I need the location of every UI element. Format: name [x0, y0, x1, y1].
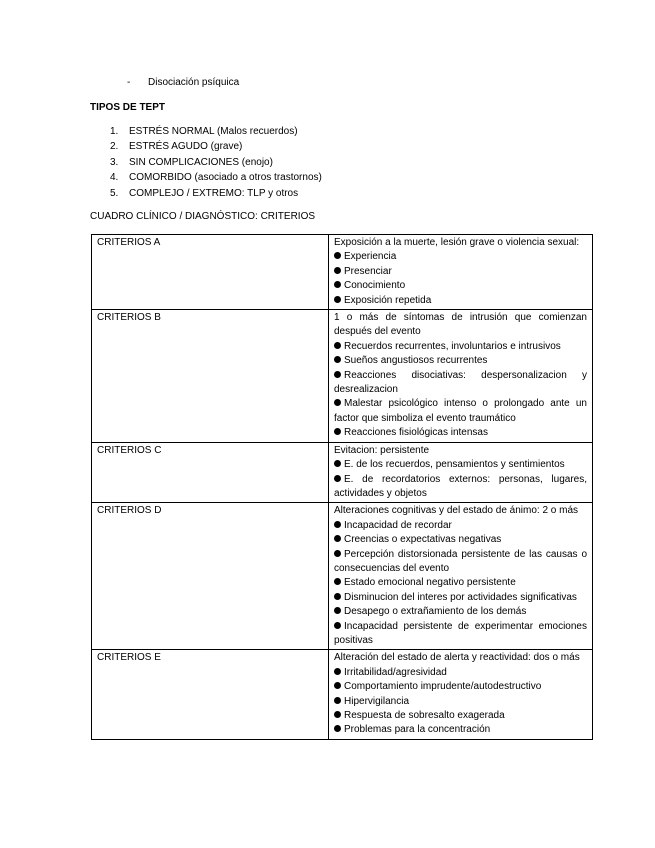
criteria-description [329, 503, 593, 650]
criteria-item: Reacciones disociativas: despersonalizacion y desrealizacion [334, 369, 587, 398]
list-text: COMORBIDO (asociado a otros trastornos) [129, 172, 322, 184]
dissociation-text: Disociación psíquica [148, 77, 240, 88]
criteria-item: Respuesta de sobresalto exagerada [334, 709, 587, 723]
criteria-description [329, 310, 593, 443]
list-number: 4. [110, 172, 119, 184]
list-item [110, 170, 322, 185]
dissociation-bullet [127, 76, 239, 90]
criteria-intro: Alteración del estado de alerta y reactividad: dos o más [334, 652, 580, 664]
criteria-item: Estado emocional negativo persistente [334, 576, 587, 590]
list-number: 1. [110, 126, 119, 137]
list-number: 3. [110, 156, 119, 168]
criteria-item: Comportamiento imprudente/autodestructivo [334, 680, 587, 694]
criteria-item: Conocimiento [334, 279, 587, 293]
criteria-description [329, 650, 593, 739]
criteria-intro: Evitacion: persistente [334, 444, 430, 456]
criteria-item: Percepción distorsionada persistente de las causas o consecuencias del evento [334, 548, 587, 577]
list-number: 2. [110, 141, 119, 153]
criteria-item: Hipervigilancia [334, 695, 587, 709]
criteria-intro: Alteraciones cognitivas y del estado de ánimo: 2 o más [334, 505, 579, 517]
types-heading: TIPOS DE TEPT [90, 102, 166, 113]
criteria-item: Exposición repetida [334, 294, 587, 308]
criteria-item: Incapacidad de recordar [334, 519, 587, 533]
criteria-section-title: CUADRO CLÍNICO / DIAGNÓSTICO: CRITERIOS [90, 211, 316, 222]
criteria-item: Irritabilidad/agresividad [334, 666, 587, 680]
criteria-name: CRITERIOS C [92, 442, 329, 503]
dash-marker: - [127, 77, 131, 88]
table-row [92, 650, 593, 739]
criteria-name: CRITERIOS E [92, 650, 329, 739]
criteria-name: CRITERIOS A [92, 235, 329, 310]
criteria-item: Presenciar [334, 265, 587, 279]
list-text: COMPLEJO / EXTREMO: TLP y otros [129, 187, 299, 199]
table-row [92, 442, 593, 503]
criteria-item: Sueños angustiosos recurrentes [334, 354, 587, 368]
criteria-item: Incapacidad persistente de experimentar emociones positivas [334, 620, 587, 649]
criteria-item: E. de recordatorios externos: personas, lugares, actividades y objetos [334, 473, 587, 502]
list-number: 5. [110, 187, 119, 199]
criteria-name: CRITERIOS B [92, 310, 329, 443]
criteria-item: Reacciones fisiológicas intensas [334, 426, 587, 440]
types-list [110, 124, 322, 201]
criteria-description [329, 235, 593, 310]
criteria-item: Problemas para la concentración [334, 723, 587, 737]
criteria-item: Experiencia [334, 250, 587, 264]
table-row [92, 235, 593, 310]
list-text: ESTRÉS AGUDO (grave) [129, 141, 243, 153]
criteria-item: Desapego o extrañamiento de los demás [334, 605, 587, 619]
list-item [110, 139, 322, 154]
criteria-description [329, 442, 593, 503]
criteria-name: CRITERIOS D [92, 503, 329, 650]
criteria-item: E. de los recuerdos, pensamientos y sentimientos [334, 458, 587, 472]
list-text: SIN COMPLICACIONES (enojo) [129, 156, 273, 168]
criteria-table [91, 234, 593, 740]
table-row [92, 503, 593, 650]
list-text: ESTRÉS NORMAL (Malos recuerdos) [129, 126, 298, 137]
criteria-item: Recuerdos recurrentes, involuntarios e intrusivos [334, 340, 587, 354]
criteria-intro: 1 o más de síntomas de intrusión que comienzan después del evento [334, 312, 587, 338]
list-item [110, 186, 322, 201]
criteria-intro: Exposición a la muerte, lesión grave o violencia sexual: [334, 237, 580, 248]
table-row [92, 310, 593, 443]
criteria-item: Malestar psicológico intenso o prolongado ante un factor que simboliza el evento traumático [334, 397, 587, 426]
list-item [110, 155, 322, 170]
criteria-item: Disminucion del interes por actividades significativas [334, 591, 587, 605]
criteria-item: Creencias o expectativas negativas [334, 533, 587, 547]
list-item [110, 124, 322, 139]
